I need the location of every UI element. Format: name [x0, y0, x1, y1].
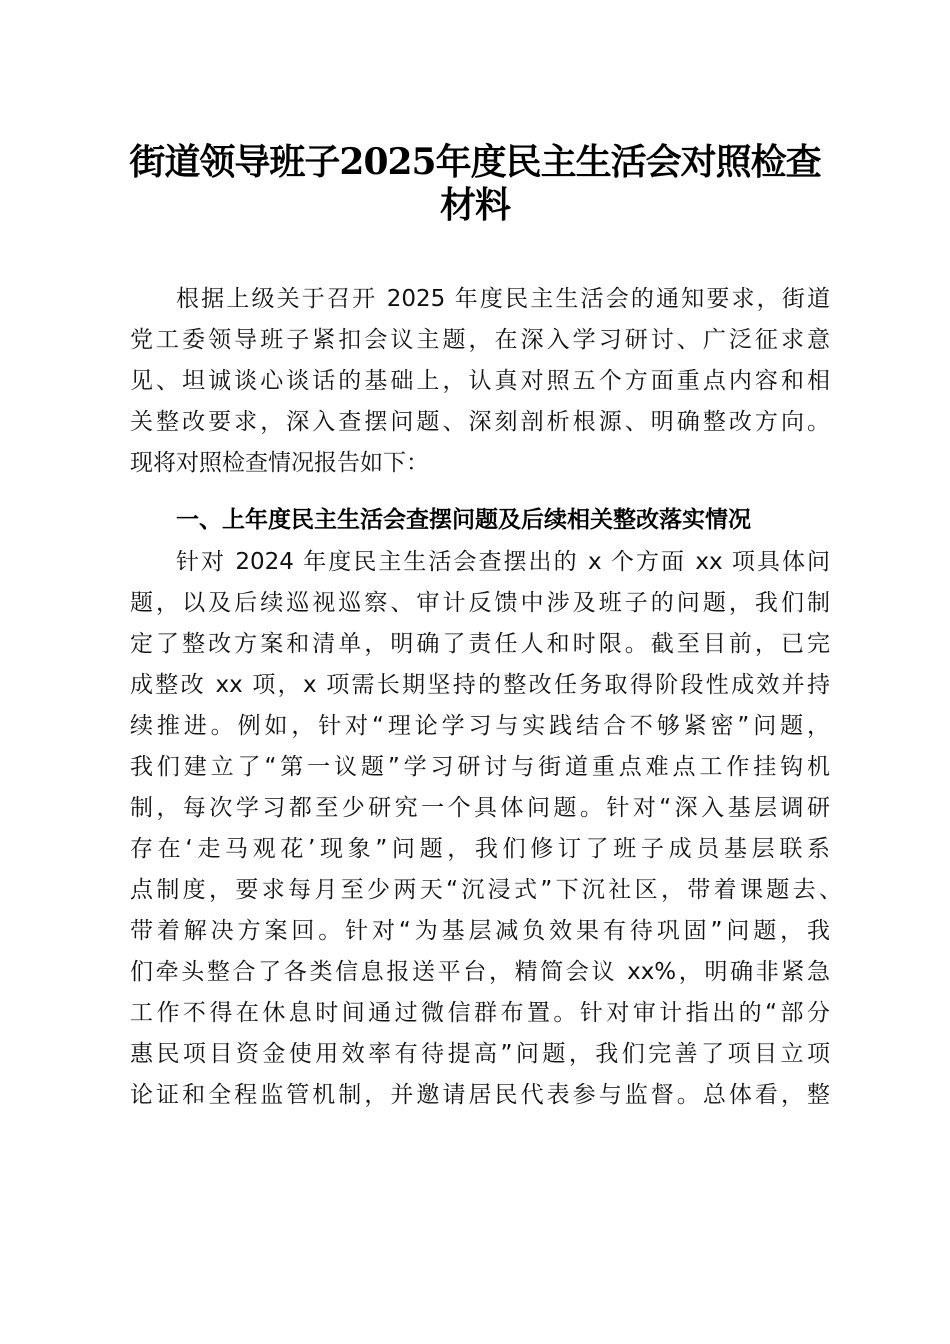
paragraph-line: 们牵头整合了各类信息报送平台，精简会议 xx%，明确非紧急 [130, 959, 830, 985]
paragraph-line: 带着解决方案回。针对“为基层减负效果有待巩固”问题，我 [130, 918, 830, 944]
paragraph-line: 关整改要求，深入查摆问题、深刻剖析根源、明确整改方向。 [130, 409, 830, 435]
paragraph-line: 成整改 xx 项，x 项需长期坚持的整改任务取得阶段性成效并持 [130, 672, 830, 698]
paragraph-line: 定了整改方案和清单，明确了责任人和时限。截至目前，已完 [130, 631, 830, 657]
paragraph-line: 存在‘走马观花’现象”问题，我们修订了班子成员基层联系 [130, 836, 830, 862]
paragraph-line: 惠民项目资金使用效率有待提高”问题，我们完善了项目立项 [130, 1041, 830, 1067]
section-heading: 一、上年度民主生活会查摆问题及后续相关整改落实情况 [176, 507, 751, 533]
paragraph-line: 论证和全程监管机制，并邀请居民代表参与监督。总体看，整 [130, 1082, 830, 1108]
paragraph-line: 现将对照检查情况报告如下： [130, 450, 429, 476]
paragraph-line: 点制度，要求每月至少两天“沉浸式”下沉社区，带着课题去、 [130, 877, 842, 903]
paragraph-line: 题，以及后续巡视巡察、审计反馈中涉及班子的问题，我们制 [130, 590, 830, 616]
paragraph-line: 党工委领导班子紧扣会议主题，在深入学习研讨、广泛征求意 [130, 327, 830, 353]
document-title-line-2: 材料 [439, 184, 510, 226]
paragraph-line: 续推进。例如，针对“理论学习与实践结合不够紧密”问题， [130, 713, 830, 739]
paragraph-line: 我们建立了“第一议题”学习研讨与街道重点难点工作挂钩机 [130, 754, 830, 780]
document-title-line-1: 街道领导班子2025年度民主生活会对照检查 [129, 141, 821, 183]
paragraph-line: 针对 2024 年度民主生活会查摆出的 x 个方面 xx 项具体问 [176, 549, 830, 575]
paragraph-line: 制，每次学习都至少研究一个具体问题。针对“深入基层调研 [130, 795, 830, 821]
paragraph-line: 工作不得在休息时间通过微信群布置。针对审计指出的“部分 [130, 1000, 830, 1026]
paragraph-line: 根据上级关于召开 2025 年度民主生活会的通知要求，街道 [176, 286, 830, 312]
paragraph-line: 见、坦诚谈心谈话的基础上，认真对照五个方面重点内容和相 [130, 368, 830, 394]
